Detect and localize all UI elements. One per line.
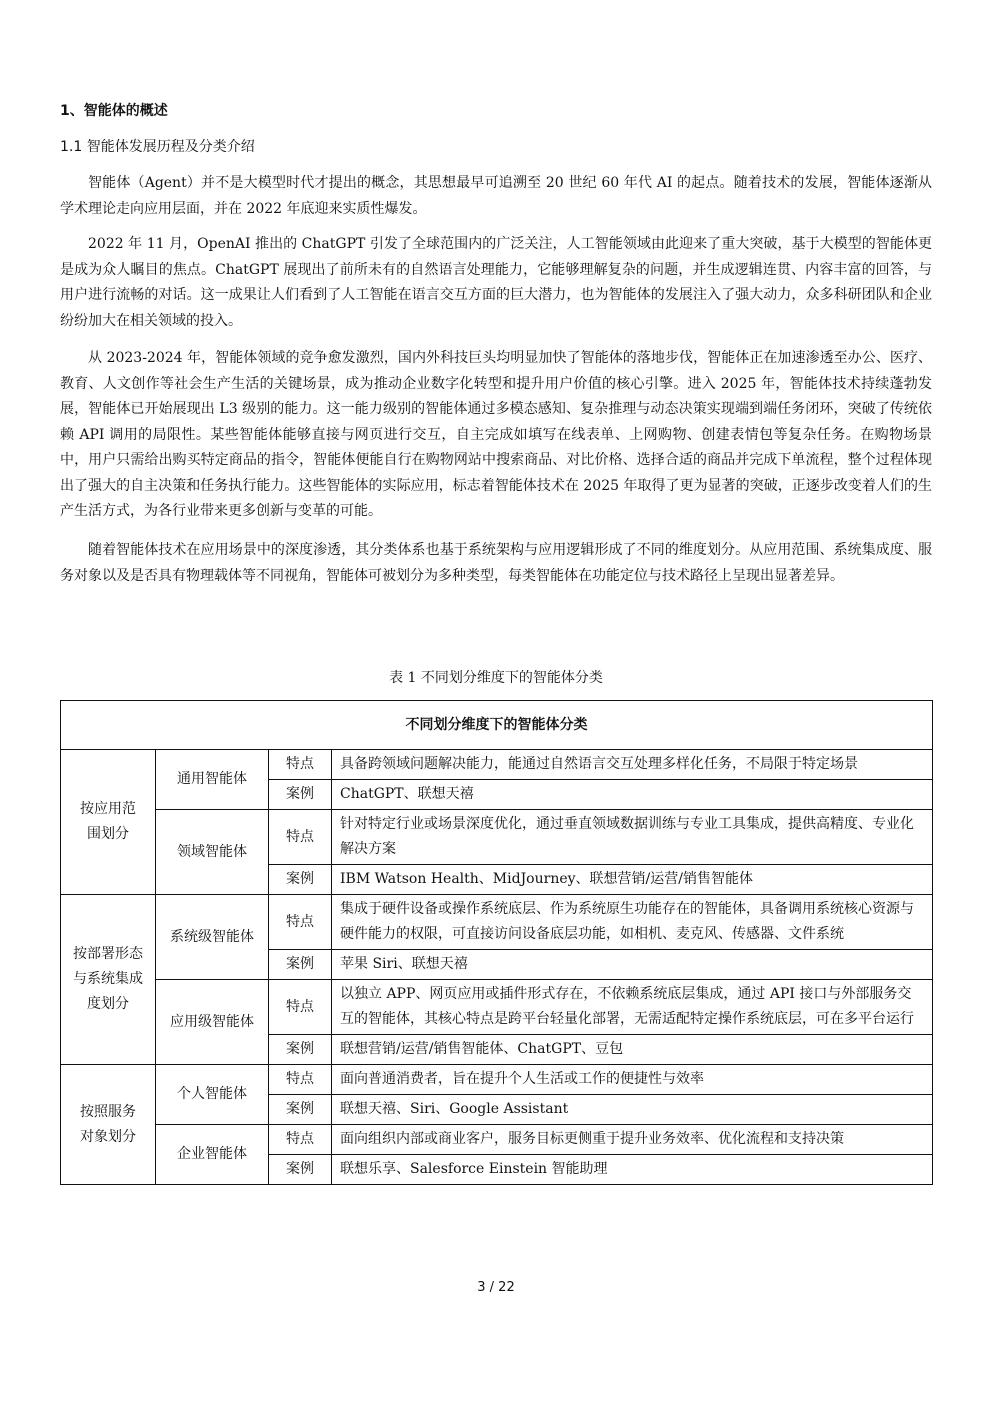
table-header-row [61,701,933,750]
case-label: 案例 [269,1095,332,1125]
page-number: 3 / 22 [477,1280,515,1295]
feature-cell: 集成于硬件设备或操作系统底层、作为系统原生功能存在的智能体，具备调用系统核心资源与硬件能力的权限，可直接访问设备底层功能，如相机、麦克风、传感器、文件系统 [332,895,933,950]
case-cell: 苹果 Siri、联想天禧 [332,950,933,980]
case-cell: 联想乐享、Salesforce Einstein 智能助理 [332,1155,933,1185]
case-label: 案例 [269,780,332,810]
case-cell: IBM Watson Health、MidJourney、联想营销/运营/销售智能体 [332,865,933,895]
table-row [61,810,933,865]
subsection-heading: 1.1 智能体发展历程及分类介绍 [60,139,255,155]
table-row [61,1125,933,1155]
table-caption: 表 1 不同划分维度下的智能体分类 [389,670,603,686]
feature-label: 特点 [269,1125,332,1155]
feature-cell: 针对特定行业或场景深度优化，通过垂直领域数据训练与专业工具集成，提供高精度、专业化解决方案 [332,810,933,865]
type-cell: 通用智能体 [156,750,269,810]
feature-cell: 以独立 APP、网页应用或插件形式存在，不依赖系统底层集成，通过 API 接口与外部服务交互的智能体，其核心特点是跨平台轻量化部署，无需适配特定操作系统底层，可在多平台运行 [332,980,933,1035]
case-label: 案例 [269,1035,332,1065]
table-row [61,895,933,950]
type-cell: 个人智能体 [156,1065,269,1125]
table-header: 不同划分维度下的智能体分类 [61,701,933,750]
feature-cell: 具备跨领域问题解决能力，能通过自然语言交互处理多样化任务，不局限于特定场景 [332,750,933,780]
case-cell: ChatGPT、联想天禧 [332,780,933,810]
feature-label: 特点 [269,750,332,780]
section-heading: 1、智能体的概述 [60,103,168,119]
case-label: 案例 [269,950,332,980]
table-row [61,1065,933,1095]
paragraph-1: 智能体（Agent）并不是大模型时代才提出的概念，其思想最早可追溯至 20 世纪 60 年代 AI 的起点。随着技术的发展，智能体逐渐从学术理论走向应用层面，并在 2022 年底迎来实质性爆发。 [60,175,932,217]
feature-label: 特点 [269,1065,332,1095]
feature-label: 特点 [269,980,332,1035]
type-cell: 系统级智能体 [156,895,269,980]
type-cell: 领域智能体 [156,810,269,895]
dimension-cell: 按应用范围划分 [61,750,156,895]
feature-cell: 面向组织内部或商业客户，服务目标更侧重于提升业务效率、优化流程和支持决策 [332,1125,933,1155]
paragraph-3: 从 2023-2024 年，智能体领域的竞争愈发激烈，国内外科技巨头均明显加快了智能体的落地步伐，智能体正在加速渗透至办公、医疗、教育、人文创作等社会生产生活的关键场景，成为推动企业数字化转型和提升用户价值的核心引擎。进入 2025 年，智能体技术持续蓬勃发展，智能体已开始展现出 L3 级别的能力。这一能力级别的智能体通过多模态感知、复杂推理与动态决策实现端到端任务闭环，突破了传统依赖 API 调用的局限性。某些智能体能够直接与网页进行交互，自主完成如填写在线表单、上网购物、创建表情包等复杂任务。在购物场景中，用户只需给出购买特定商品的指令，智能体便能自行在购物网站中搜索商品、对比价格、选择合适的商品并完成下单流程，整个过程体现出了强大的自主决策和任务执行能力。这些智能体的实际应用，标志着智能体技术在 2025 年取得了更为显著的突破，正逐步改变着人们的生产生活方式，为各行业带来更多创新与变革的可能。 [60,350,932,519]
dimension-cell: 按部署形态与系统集成度划分 [61,895,156,1065]
dimension-cell: 按照服务对象划分 [61,1065,156,1185]
paragraph-4: 随着智能体技术在应用场景中的深度渗透，其分类体系也基于系统架构与应用逻辑形成了不同的维度划分。从应用范围、系统集成度、服务对象以及是否具有物理载体等不同视角，智能体可被划分为多种类型，每类智能体在功能定位与技术路径上呈现出显著差异。 [60,542,932,584]
case-cell: 联想天禧、Siri、Google Assistant [332,1095,933,1125]
type-cell: 应用级智能体 [156,980,269,1065]
case-cell: 联想营销/运营/销售智能体、ChatGPT、豆包 [332,1035,933,1065]
case-label: 案例 [269,865,332,895]
type-cell: 企业智能体 [156,1125,269,1185]
table-row [61,980,933,1035]
classification-table [60,700,933,1185]
feature-label: 特点 [269,895,332,950]
case-label: 案例 [269,1155,332,1185]
feature-label: 特点 [269,810,332,865]
feature-cell: 面向普通消费者，旨在提升个人生活或工作的便捷性与效率 [332,1065,933,1095]
table-row [61,750,933,780]
paragraph-2: 2022 年 11 月，OpenAI 推出的 ChatGPT 引发了全球范围内的广泛关注，人工智能领域由此迎来了重大突破，基于大模型的智能体更是成为众人瞩目的焦点。ChatGPT 展现出了前所未有的自然语言处理能力，它能够理解复杂的问题，并生成逻辑连贯、内容丰富的回答，与用户进行流畅的对话。这一成果让人们看到了人工智能在语言交互方面的巨大潜力，也为智能体的发展注入了强大动力，众多科研团队和企业纷纷加大在相关领域的投入。 [60,236,932,329]
